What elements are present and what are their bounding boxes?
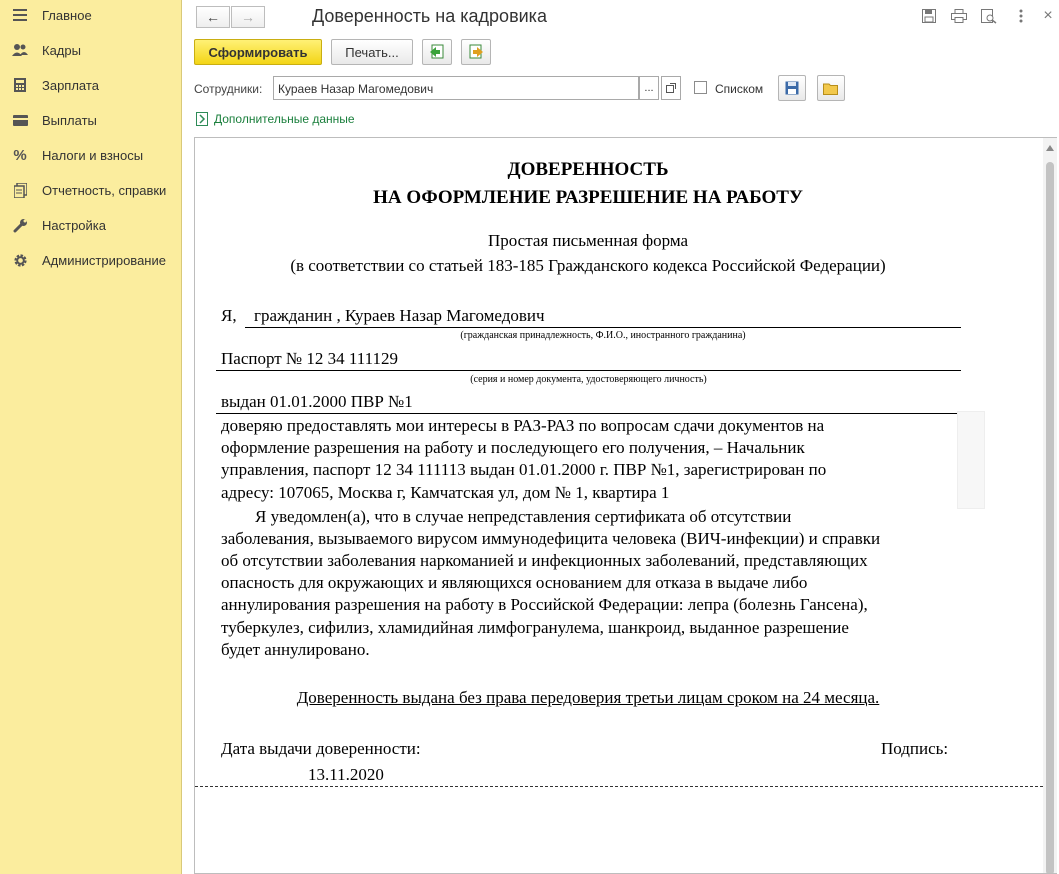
citizen-caption: (гражданская принадлежность, Ф.И.О., иностранного гражданина) xyxy=(460,330,746,341)
save-settings-button[interactable] xyxy=(778,75,806,101)
sidebar-item-settings[interactable] xyxy=(0,210,181,240)
form-name: Простая письменная форма xyxy=(487,231,689,250)
percent-icon: % xyxy=(13,146,27,164)
page-break xyxy=(195,786,1043,787)
issue-date: 13.11.2020 xyxy=(308,765,384,784)
calculator-icon xyxy=(12,77,28,93)
trust-line: адресу: 107065, Москва г, Камчатская ул, дом № 1, квартира 1 xyxy=(221,483,670,502)
export-icon xyxy=(429,44,445,60)
users-icon xyxy=(12,42,28,58)
extra-data-label: Дополнительные данные xyxy=(214,112,355,126)
print-button[interactable]: Печать... xyxy=(331,39,413,65)
open-settings-button[interactable] xyxy=(817,75,845,101)
notice-line: туберкулез, сифилиз, хламидийная лимфогранулема, шанкроид, выданное разрешение xyxy=(221,618,849,637)
doc-title: ДОВЕРЕННОСТЬ xyxy=(507,159,669,180)
select-button[interactable]: ... xyxy=(639,76,659,100)
vertical-scrollbar[interactable] xyxy=(1043,138,1057,874)
underline xyxy=(216,370,961,371)
underline xyxy=(216,413,961,414)
card-icon xyxy=(12,112,28,128)
employee-input[interactable]: Кураев Назар Магомедович xyxy=(273,76,639,100)
forward-button[interactable] xyxy=(231,6,265,28)
sidebar-item-taxes[interactable] xyxy=(0,140,181,170)
issued-text: выдан 01.01.2000 ПВР №1 xyxy=(221,392,413,411)
sidebar-item-label: Администрирование xyxy=(42,253,166,268)
list-checkbox[interactable] xyxy=(694,81,707,94)
trust-line: оформление разрешения на работу и последующего его получения, – Начальник xyxy=(221,438,805,457)
trust-line: доверяю предоставлять мои интересы в РАЗ-РАЗ по вопросам сдачи документов на xyxy=(221,416,825,435)
page-title: Доверенность на кадровика xyxy=(312,6,547,26)
more-icon[interactable] xyxy=(1013,8,1029,24)
gear-icon xyxy=(12,252,28,268)
close-icon[interactable]: × xyxy=(1043,7,1053,24)
underline xyxy=(245,327,961,328)
sidebar-item-label: Выплаты xyxy=(42,113,97,128)
list-checkbox-label: Списком xyxy=(715,82,764,96)
save-icon[interactable] xyxy=(921,8,937,24)
documents-icon xyxy=(12,182,28,198)
arrow-right-icon: → xyxy=(241,9,255,25)
import-icon xyxy=(468,44,484,60)
scroll-up-icon[interactable] xyxy=(1046,145,1054,151)
sidebar-item-payments[interactable] xyxy=(0,105,181,135)
sidebar-item-label: Кадры xyxy=(42,43,81,58)
notice-line: заболевания, вызываемого вирусом иммунодефицита человека (ВИЧ-инфекции) и справки xyxy=(221,529,881,548)
print-icon[interactable] xyxy=(951,8,967,24)
preview-icon[interactable] xyxy=(981,8,997,24)
wrench-icon xyxy=(12,217,28,233)
doc-subtitle: НА ОФОРМЛЕНИЕ РАЗРЕШЕНИЕ НА РАБОТУ xyxy=(373,187,803,208)
sidebar-item-label: Отчетность, справки xyxy=(42,183,167,198)
notice-line: опасность для окружающих и являющихся основанием для отказа в выдаче либо xyxy=(221,573,808,592)
sidebar xyxy=(0,0,182,874)
open-button[interactable] xyxy=(661,76,681,100)
form-basis: (в соответствии со статьей 183-185 Гражданского кодекса Российской Федерации) xyxy=(290,256,886,275)
floppy-icon xyxy=(785,81,799,95)
signature-label: Подпись: xyxy=(881,739,949,758)
back-button[interactable] xyxy=(196,6,230,28)
notice-line: Я уведомлен(а), что в случае непредставления сертификата об отсутствии xyxy=(221,507,792,526)
sidebar-item-label: Главное xyxy=(42,8,92,23)
sidebar-item-main[interactable] xyxy=(0,0,181,30)
arrow-left-icon: ← xyxy=(206,9,220,25)
cell-highlight xyxy=(957,411,985,509)
chevron-right-icon xyxy=(196,112,208,126)
sidebar-item-label: Зарплата xyxy=(42,78,99,93)
menu-icon xyxy=(12,7,28,23)
generate-button[interactable]: Сформировать xyxy=(194,39,322,65)
passport-caption: (серия и номер документа, удостоверяющего личность) xyxy=(470,374,707,385)
folder-icon xyxy=(823,81,839,95)
extra-data-toggle[interactable] xyxy=(196,112,355,126)
document xyxy=(195,138,1043,874)
i-label: Я, xyxy=(221,306,237,325)
scroll-thumb[interactable] xyxy=(1046,162,1054,874)
document-frame xyxy=(194,137,1057,874)
export-button[interactable] xyxy=(422,39,452,65)
validity-text: Доверенность выдана без права передоверия третьи лицам сроком на 24 месяца. xyxy=(296,688,880,707)
sidebar-item-label: Налоги и взносы xyxy=(42,148,144,163)
citizen-text: гражданин , Кураев Назар Магомедович xyxy=(254,306,545,325)
sidebar-item-hr[interactable] xyxy=(0,35,181,65)
issue-date-label: Дата выдачи доверенности: xyxy=(221,739,421,758)
trust-line: управления, паспорт 12 34 111113 выдан 01.01.2000 г. ПВР №1, зарегистрирован по xyxy=(221,460,827,479)
passport-text: Паспорт № 12 34 111129 xyxy=(221,349,398,368)
notice-line: аннулирования разрешения на работу в Российской Федерации: лепра (болезнь Гансена), xyxy=(221,595,868,614)
open-icon xyxy=(666,83,676,93)
sidebar-item-salary[interactable] xyxy=(0,70,181,100)
notice-line: об отсутствии заболевания наркоманией и инфекционных заболеваний, представляющих xyxy=(221,551,868,570)
import-button[interactable] xyxy=(461,39,491,65)
sidebar-item-reports[interactable] xyxy=(0,175,181,205)
employee-label: Сотрудники: xyxy=(194,82,263,96)
sidebar-item-label: Настройка xyxy=(42,218,106,233)
notice-line: будет аннулировано. xyxy=(221,640,370,659)
sidebar-item-admin[interactable] xyxy=(0,245,181,275)
